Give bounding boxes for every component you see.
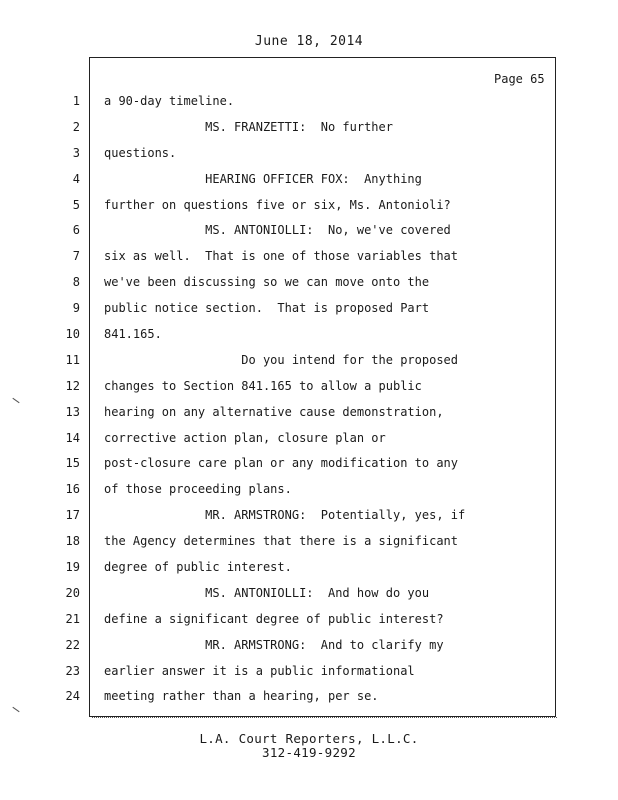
scan-artifact <box>12 707 19 712</box>
line-number: 3 <box>72 145 80 160</box>
transcript-line: public notice section. That is proposed Part <box>104 301 430 316</box>
transcript-date: June 18, 2014 <box>254 34 364 49</box>
transcript-text-column <box>104 89 504 710</box>
line-number: 11 <box>65 352 80 367</box>
line-number: 4 <box>72 171 80 186</box>
line-number: 6 <box>72 223 80 238</box>
transcript-line: meeting rather than a hearing, per se. <box>104 689 379 704</box>
transcript-line: further on questions five or six, Ms. Antonioli? <box>104 197 451 212</box>
line-number: 19 <box>65 560 80 575</box>
line-number: 24 <box>65 689 80 704</box>
line-number: 15 <box>65 456 80 471</box>
transcript-line: we've been discussing so we can move onto the <box>104 275 430 290</box>
court-reporter-phone: 312-419-9292 <box>262 745 356 760</box>
transcript-line: of those proceeding plans. <box>104 482 292 497</box>
line-number: 10 <box>65 327 80 342</box>
line-number: 14 <box>65 430 80 445</box>
transcript-line: MS. ANTONIOLLI: And how do you <box>104 585 430 600</box>
line-number: 22 <box>65 637 80 652</box>
line-number: 21 <box>65 611 80 626</box>
transcript-line: 841.165. <box>104 327 162 342</box>
transcript-line: define a significant degree of public interest? <box>104 611 444 626</box>
line-number: 8 <box>72 275 80 290</box>
transcript-line: the Agency determines that there is a significant <box>104 534 459 549</box>
line-number: 17 <box>65 508 80 523</box>
transcript-line: earlier answer it is a public informational <box>104 663 415 678</box>
transcript-line: changes to Section 841.165 to allow a public <box>104 378 422 393</box>
line-number: 20 <box>65 585 80 600</box>
line-number: 9 <box>72 301 80 316</box>
line-number: 16 <box>65 482 80 497</box>
scan-artifact <box>12 398 19 403</box>
transcript-line: degree of public interest. <box>104 560 292 575</box>
transcript-line: MS. FRANZETTI: No further <box>104 119 393 134</box>
page-number: Page 65 <box>494 72 545 86</box>
transcript-line: MR. ARMSTRONG: And to clarify my <box>104 637 444 652</box>
line-number: 1 <box>72 94 80 108</box>
transcript-line: hearing on any alternative cause demonstration, <box>104 404 444 419</box>
line-number: 7 <box>72 249 80 264</box>
line-number: 12 <box>65 378 80 393</box>
transcript-line: post-closure care plan or any modification to any <box>104 456 459 471</box>
line-number: 2 <box>72 119 80 134</box>
transcript-line: a 90-day timeline. <box>104 94 235 108</box>
line-number: 5 <box>72 197 80 212</box>
court-reporter-name: L.A. Court Reporters, L.L.C. <box>199 731 419 746</box>
transcript-line: MS. ANTONIOLLI: No, we've covered <box>104 223 451 238</box>
line-number: 18 <box>65 534 80 549</box>
transcript-line: Do you intend for the proposed <box>104 352 459 367</box>
page-frame-bottom-edge <box>92 714 557 718</box>
transcript-line: corrective action plan, closure plan or <box>104 430 386 445</box>
transcript-line: questions. <box>104 145 177 160</box>
transcript-line: MR. ARMSTRONG: Potentially, yes, if <box>104 508 466 523</box>
line-number: 23 <box>65 663 80 678</box>
line-number-column <box>50 89 82 710</box>
transcript-line: HEARING OFFICER FOX: Anything <box>104 171 422 186</box>
line-number: 13 <box>65 404 80 419</box>
transcript-line: six as well. That is one of those variables that <box>104 249 459 264</box>
